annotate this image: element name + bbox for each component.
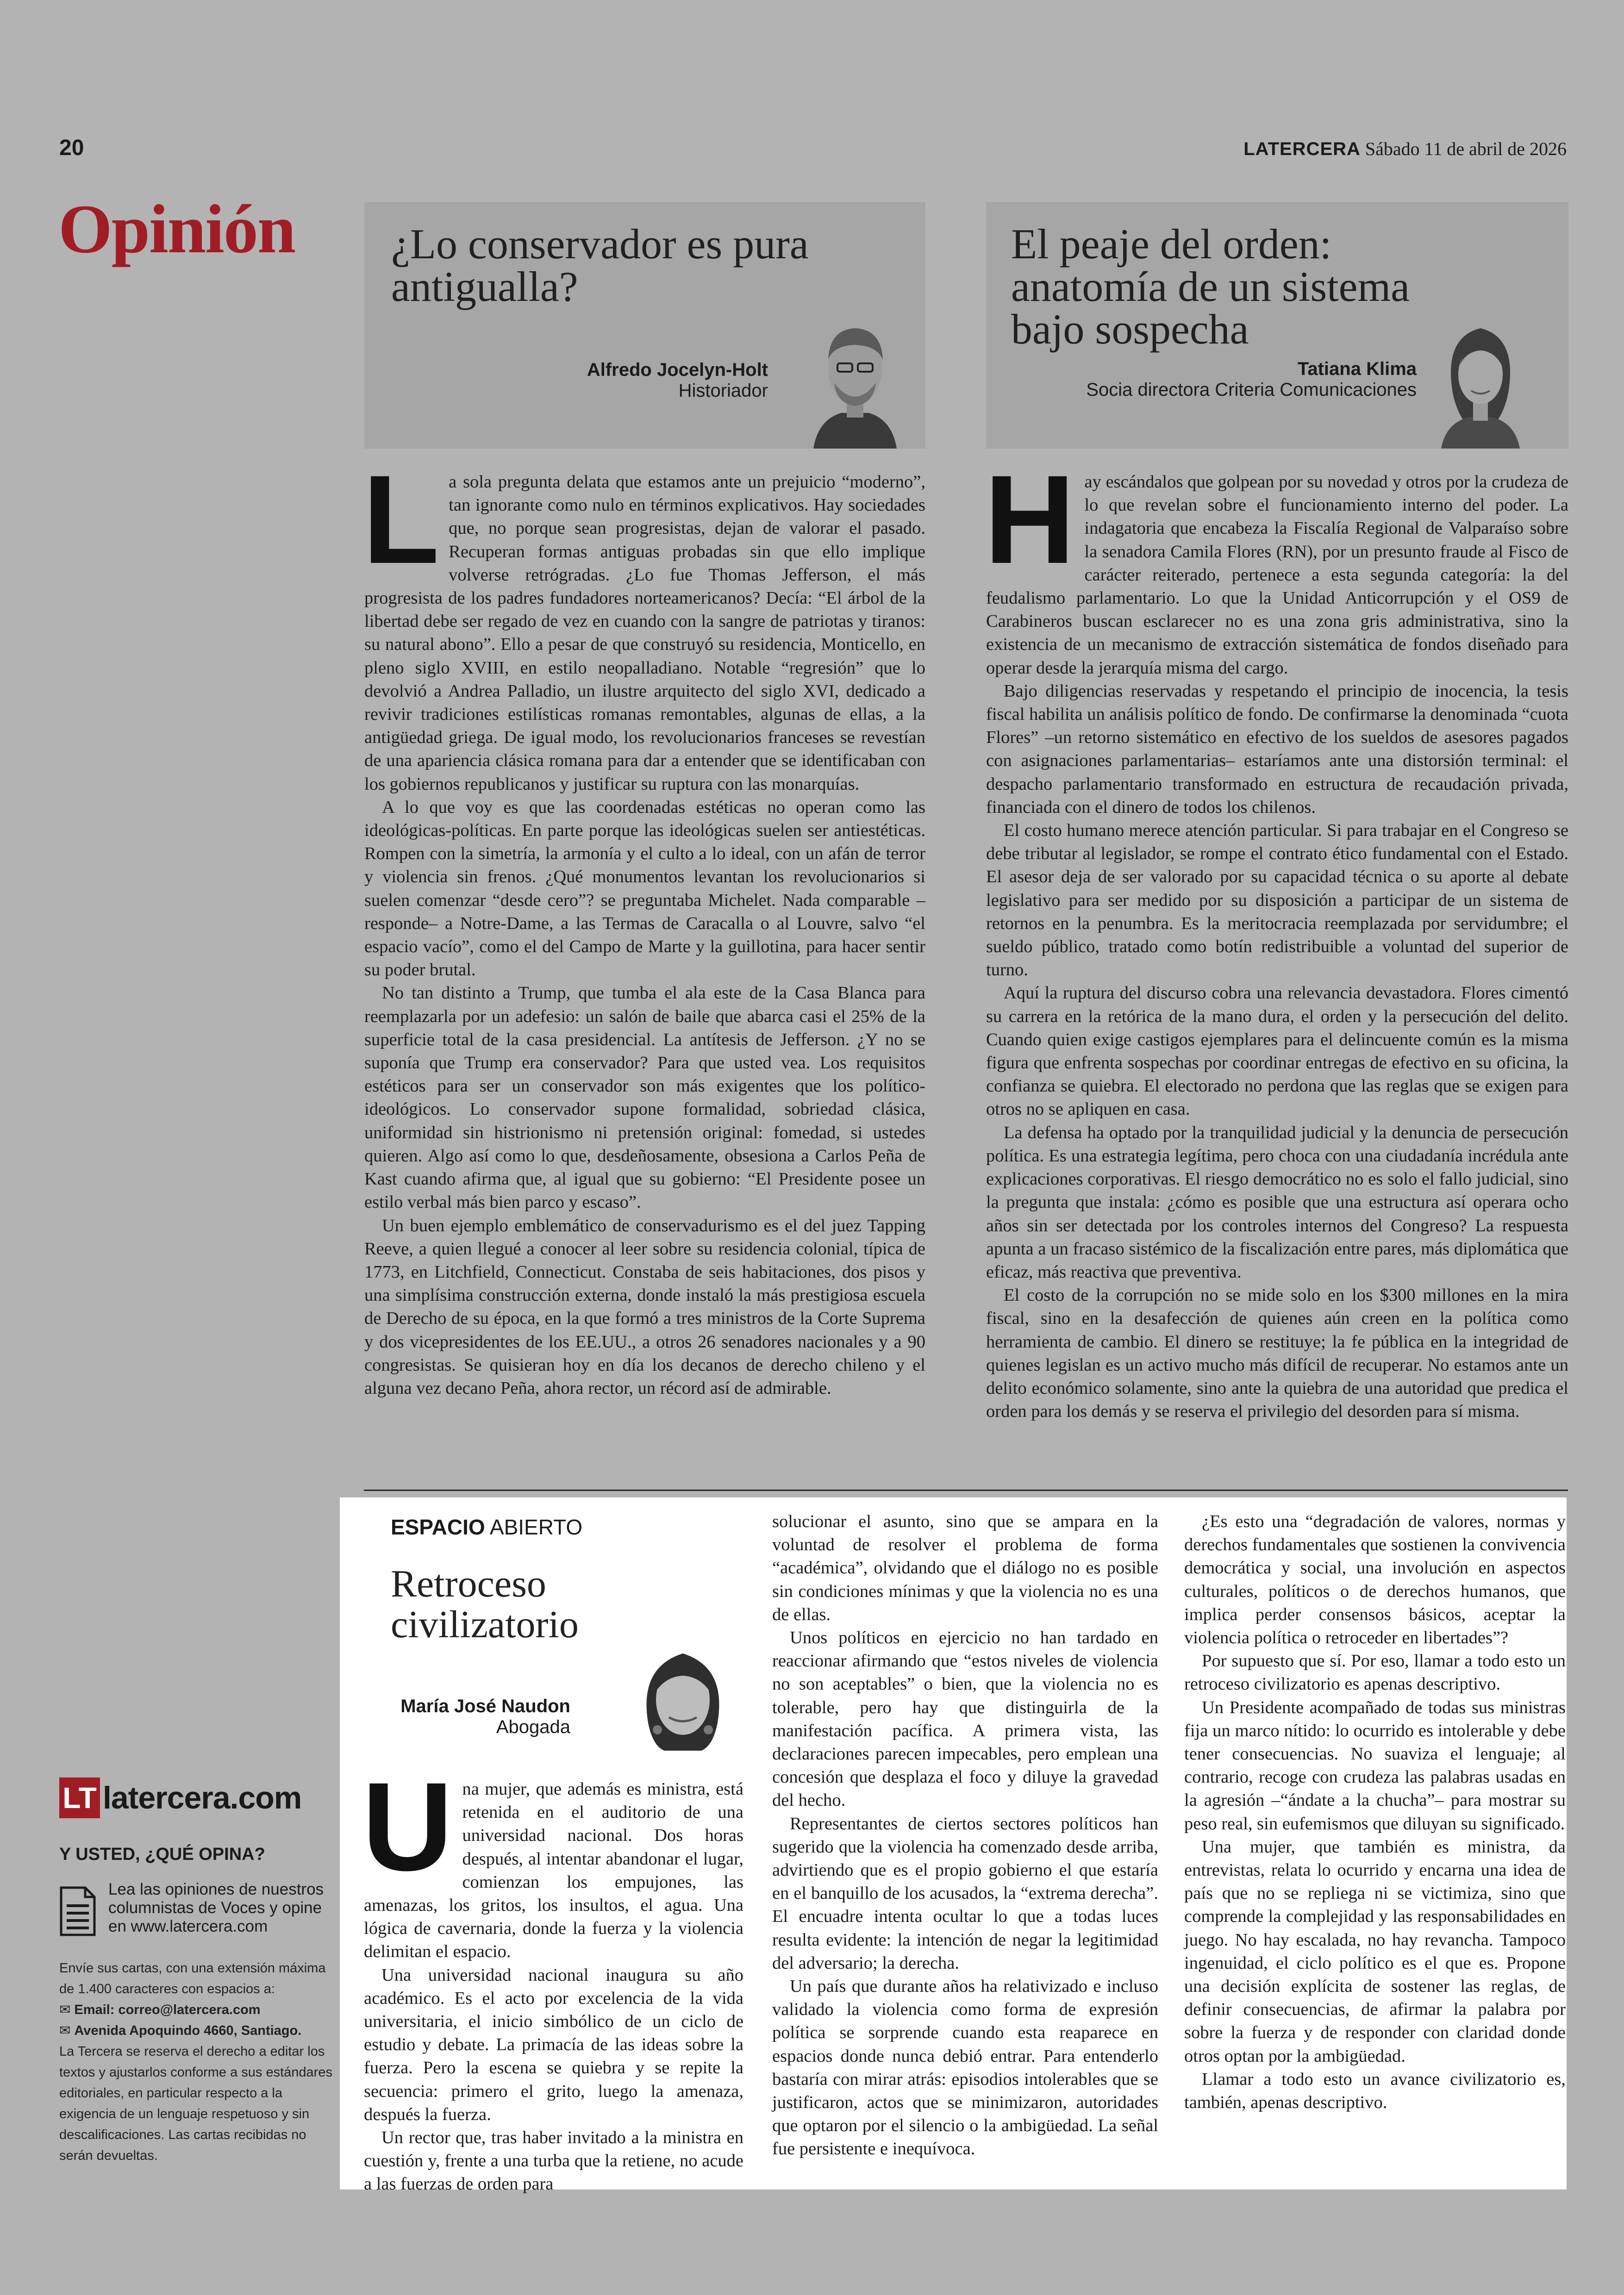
lea-opiniones-text: Lea las opiniones de nuestros columnistas de Voces y opine en www.latercera.com [108,1880,324,1935]
latercera-logo[interactable] [59,1777,301,1818]
title-line: Retroceso [391,1562,546,1605]
paragraph: Un buen ejemplo emblemático de conservadurismo es el del juez Tapping Reeve, a quien llegué a conocer al leer sobre su residencia colonial, típica de 1773, en Litchfield, Connecticut. Constaba de seis habitaciones, dos pisos y una simplísima construcción externa, donde instaló la más prestigiosa escuela de Derecho de su época, en la que formó a tres ministros de la Corte Suprema y dos vicepresidentes de los EE.UU., a otros 26 senadores nacionales y a 90 congresistas. Se quisieran hoy en día los decanos de derecho chileno y el alguna vez decano Peña, ahora rector, un récord así de admirable. [364,1216,925,1398]
paragraph: na mujer, que además es ministra, está retenida en el auditorio de una universidad nacional. Dos horas después, al intentar abandonar el lugar, comienzan los empujones, las amenazas, los gritos, los insultos, el agua. Una lógica de cavernaria, donde la fuerza y la violencia delimitan el espacio. [364,1779,743,1962]
paragraph: No tan distinto a Trump, que tumba el ala este de la Casa Blanca para reemplazarla por un adefesio: un salón de baile que abarca casi el 25% de la superficie total de la casa presidencial. La antítesis de Jefferson. ¿Y no se suponía que Trump era conservador? Para que usted vea. Los requisitos estéticos para ser un conservador son más exigentes que los político-ideológicos. Lo conservador supone formalidad, sobriedad clásica, uniformidad sin histrionismo ni pretensión original: fomedad, si ustedes quieren. Algo así como lo que, desdeñosamente, obsesiona a Carlos Peña de Kast cuando afirma que, al igual que su gobierno: “El Presidente posee un estilo verbal más bien parco y escaso”. [364,983,925,1212]
paragraph: Un rector que, tras haber invitado a la ministra en cuestión y, frente a una turba que la retiene, no acude a las fuerzas de orden para [364,2128,743,2194]
right-article-title [1011,220,1410,353]
paragraph: El costo de la corrupción no se mide solo en los $300 millones en la mira fiscal, sino en la desafección de quienes aún creen en la política como herramienta de cambio. El dinero se restituye; la fe pública en la integridad de quienes legislan es un activo mucho más difícil de recuperar. No estamos ante un delito económico solamente, sino ante la quiebra de una autoridad que predica el orden para los demás y se reserva el privilegio del desorden para sí misma. [986,1285,1568,1422]
paragraph: ¿Es esto una “degradación de valores, normas y derechos fundamentales que sostienen la convivencia democrática y social, una involución en aspectos culturales, políticos o de derechos humanos, que implica perder consensos básicos, aceptar la violencia política o retroceder en libertades”? [1184,1512,1566,1648]
left-article-body [362,449,925,1400]
logo-text: latercera.com [103,1780,302,1815]
email-label: Email: correo@latercera.com [74,2002,261,2017]
paragraph: Llamar a todo esto un avance civilizatorio es, también, apenas descriptivo. [1184,2069,1566,2113]
author-portrait-jocelyn-holt [809,309,901,449]
title-line: anatomía de un sistema [1011,263,1410,310]
paragraph: Unos políticos en ejercicio no han tardado en reaccionar afirmando que “estos niveles de violencia no son aceptables” o bien, que la violencia no es tolerable, pero hay que distinguirla de la manifestación pacífica. A primera vista, las declaraciones parecen impecables, pero emplean una concesión que desplaza el foco y diluye la gravedad del hecho. [772,1628,1158,1810]
author-portrait-klima [1434,310,1527,449]
author-role: Abogada [496,1717,570,1737]
espacio-col-2 [772,1510,1158,2161]
logo-mark: LT [59,1777,100,1818]
section-divider [364,1490,1568,1491]
title-line: antigualla? [391,263,578,310]
left-article-title [391,220,809,310]
masthead [1243,138,1567,160]
letters-intro: Envíe sus cartas, con una extensión máxima de 1.400 caracteres con espacios a: [59,1961,326,1996]
paragraph: Bajo diligencias reservadas y respetando el principio de inocencia, la tesis fiscal habilita un análisis político de fondo. De confirmarse la denominada “cuota Flores” –un retorno sistemático en efectivo de los sueldos de asesores pagados con asignaciones parlamentarias– estaríamos ante una distorsión terminal: el despacho parlamentario transformado en estructura de recaudación privada, financiada con el dinero de todos los chilenos. [986,681,1568,817]
author-role: Historiador [678,380,768,401]
left-byline [587,360,768,401]
espacio-abierto-title [391,1564,579,1645]
drop-cap: L [362,449,440,590]
title-line: El peaje del orden: [1011,220,1332,268]
right-byline [1086,359,1417,400]
espacio-abierto-label [391,1515,582,1540]
author-name: María José Naudon [400,1696,570,1716]
letters-note: La Tercera se reserva el derecho a editar los textos y ajustarlos conforme a sus estándares editoriales, en particular respecto a la exigencia de un lenguaje respetuoso y sin descalificaciones. Las cartas recibidas no serán devueltas. [59,2044,332,2163]
paragraph: La defensa ha optado por la tranquilidad judicial y la denuncia de persecución política. Es una estrategia legítima, pero choca con una ciudadanía incrédula ante explicaciones corporativas. El riesgo democrático no es solo el fallo judicial, sino la pregunta que instala: ¿cómo es posible que una estructura así operara ocho años sin ser detectada por los controles internos del Congreso? La respuesta apunta a un fracaso sistémico de la fiscalización entre pares, más diplomática que eficaz, más reactiva que preventiva. [986,1123,1568,1282]
label-bold: ESPACIO [391,1515,485,1539]
paragraph: solucionar el asunto, sino que se ampara en la voluntad de resolver el problema de forma “académica”, olvidando que el diálogo no es posible sin condiciones mínimas y que la violencia no es una de ellas. [772,1512,1158,1624]
paragraph: Un Presidente acompañado de todas sus ministras fija un marco nítido: lo ocurrido es intolerable y debe tener consecuencias. No suaviza el lenguaje; al contrario, recoge con crudeza las palabras usadas en la agresión –“ándate a la chucha”– para mostrar su peso real, sin eufemismos que diluyan su significado. [1184,1697,1566,1834]
issue-date: Sábado 11 de abril de 2026 [1365,138,1567,159]
author-portrait-naudon [620,1630,745,1755]
paragraph: Un país que durante años ha relativizado e incluso validado la violencia como forma de expresión política se sorprende cuando esta reaparece en espacios donde nunca debió entrar. Para entenderlo bastaría con mirar atrás: episodios intolerables que se justificaron, actos que se minimizaron, autoridades que optaron por el silencio o la ambigüedad. La señal fue persistente e inequívoca. [772,1977,1158,2159]
address-contact: ✉ Avenida Apoquindo 4660, Santiago. [59,2023,302,2038]
title-line: ¿Lo conservador es pura [391,220,809,268]
drop-cap: H [984,449,1075,590]
paragraph: El costo humano merece atención particular. Si para trabajar en el Congreso se debe tributar al legislador, se rompe el contrato ético fundamental con el Estado. El asesor deja de ser valorado por su capacidad técnica o su aporte al debate legislativo para ser medido por su disposición a participar de un sistema de retornos en la penumbra. Es la meritocracia reemplazada por servidumbre; el sueldo público, tratado como botín redistribuible a voluntad del superior de turno. [986,821,1568,980]
letters-info [59,1958,337,2166]
right-article-header [986,202,1568,449]
email-contact[interactable]: ✉ Email: correo@latercera.com [59,2002,261,2017]
right-article-body [984,449,1568,1423]
author-name: Tatiana Klima [1297,359,1417,379]
espacio-byline [400,1696,570,1738]
document-icon [59,1886,96,1937]
paragraph: ay escándalos que golpean por su novedad y otros por la crudeza de lo que revelan sobre el funcionamiento interno del poder. La indagatoria que encabeza la Fiscalía Regional de Valparaíso sobre la senadora Camila Flores (RN), por un presunto fraude al Fisco de carácter reiterado, pertenece a esta segunda categoría: la del feudalismo parlamentario. Lo que la Unidad Anticorrupción y el OS9 de Carabineros buscan esclarecer no es una zona gris administrativa, sino la existencia de un mecanismo de extracción sistemática de fondos diseñado para operar desde la jerarquía misma del cargo. [986,472,1568,678]
paragraph: A lo que voy es que las coordenadas estéticas no operan como las ideológicas-políticas. En parte porque las ideológicas suelen ser antiestéticas. Rompen con la simetría, la armonía y el culto a lo ideal, con un afán de terror y violencia sin frenos. ¿Qué monumentos levantan los revolucionarios si suelen comenzar “desde cero”? se preguntaba Michelet. Nada comparable –responde– a Notre-Dame, a las Termas de Caracalla o al Louvre, salvo “el espacio vacío”, como el del Campo de Marte y la guillotina, para hacer sentir su poder brutal. [364,797,925,980]
espacio-col-3 [1184,1510,1566,2114]
left-article-header [364,202,925,449]
label-rest: ABIERTO [489,1515,583,1539]
title-line: civilizatorio [391,1603,579,1646]
espacio-col-1 [362,1756,743,2196]
section-title: Opinión [58,191,295,268]
address-label: Avenida Apoquindo 4660, Santiago. [74,2023,302,2038]
paragraph: Representantes de ciertos sectores políticos han sugerido que la violencia ha comenzado desde arriba, advirtiendo que es el propio gobierno el que estaría en el banquillo de los acusados, la “extrema derecha”. El encuadre intenta ocultar lo que a todas luces resulta evidente: la intención de negar la legitimidad del adversario; la derecha. [772,1814,1158,1973]
title-line: bajo sospecha [1011,306,1249,353]
opinion-question: Y USTED, ¿QUÉ OPINA? [59,1845,265,1864]
paragraph: Una universidad nacional inaugura su año académico. Es el acto por excelencia de la vida universitaria, el inicio simbólico de un ciclo de estudio y debate. La primacía de las ideas sobre la fuerza. Pero la escena se quiebra y se repite la secuencia: primero el grito, luego la amenaza, después la fuerza. [364,1965,743,2124]
brand-name: LATERCERA [1243,139,1361,159]
paragraph: Una mujer, que también es ministra, da entrevistas, relata lo ocurrido y encarna una idea de país que no se repliega ni se victimiza, sino que comprende la complejidad y las responsabilidades en juego. No hay escalada, no hay revancha. Tampoco ingenuidad, el ciclo político es el que es. Propone una decisión explícita de sostener las reglas, de definir consecuencias, de afirmar la palabra por sobre la fuerza y de responder con claridad donde otros optan por la ambigüedad. [1184,1837,1566,2066]
page-number: 20 [59,136,84,160]
author-name: Alfredo Jocelyn-Holt [587,360,768,380]
paragraph: a sola pregunta delata que estamos ante un prejuicio “moderno”, tan ignorante como nulo en términos explicativos. Hay sociedades que, no porque sean progresistas, dejan de valorar el pasado. Recuperan formas antiguas probadas sin que ello implique volverse retrógradas. ¿Lo fue Thomas Jefferson, el más progresista de los padres fundadores norteamericanos? Decía: “El árbol de la libertad debe ser regado de vez en cuando con la sangre de patriotas y tiranos: su natural abono”. Ello a pesar de que construyó su residencia, Monticello, en pleno siglo XVIII, en estilo neopalladiano. Notable “regresión” que lo devolvió a Andrea Palladio, un ilustre arquitecto del siglo XVI, dedicado a revivir tradiciones estilísticas romanas remontables, algunas de ellas, a la antigüedad griega. De igual modo, los revolucionarios franceses se revestían de una apariencia clásica romana para dar a entender que se identificaban con los gobiernos republicanos y justificar su ruptura con las monarquías. [364,472,925,794]
paragraph: Por supuesto que sí. Por eso, llamar a todo esto un retroceso civilizatorio es apenas descriptivo. [1184,1651,1566,1694]
author-role: Socia directora Criteria Comunicaciones [1086,380,1417,400]
drop-cap: U [362,1756,453,1897]
paragraph: Aquí la ruptura del discurso cobra una relevancia devastadora. Flores cimentó su carrera en la retórica de la mano dura, el orden y la persecución del delito. Cuando quien exige castigos ejemplares para el delincuente común es la misma figura que enfrenta sospechas por coordinar entregas de efectivo en su oficina, la confianza se quiebra. El electorado no perdona que las reglas que se exigen para otros no se apliquen en casa. [986,983,1568,1119]
